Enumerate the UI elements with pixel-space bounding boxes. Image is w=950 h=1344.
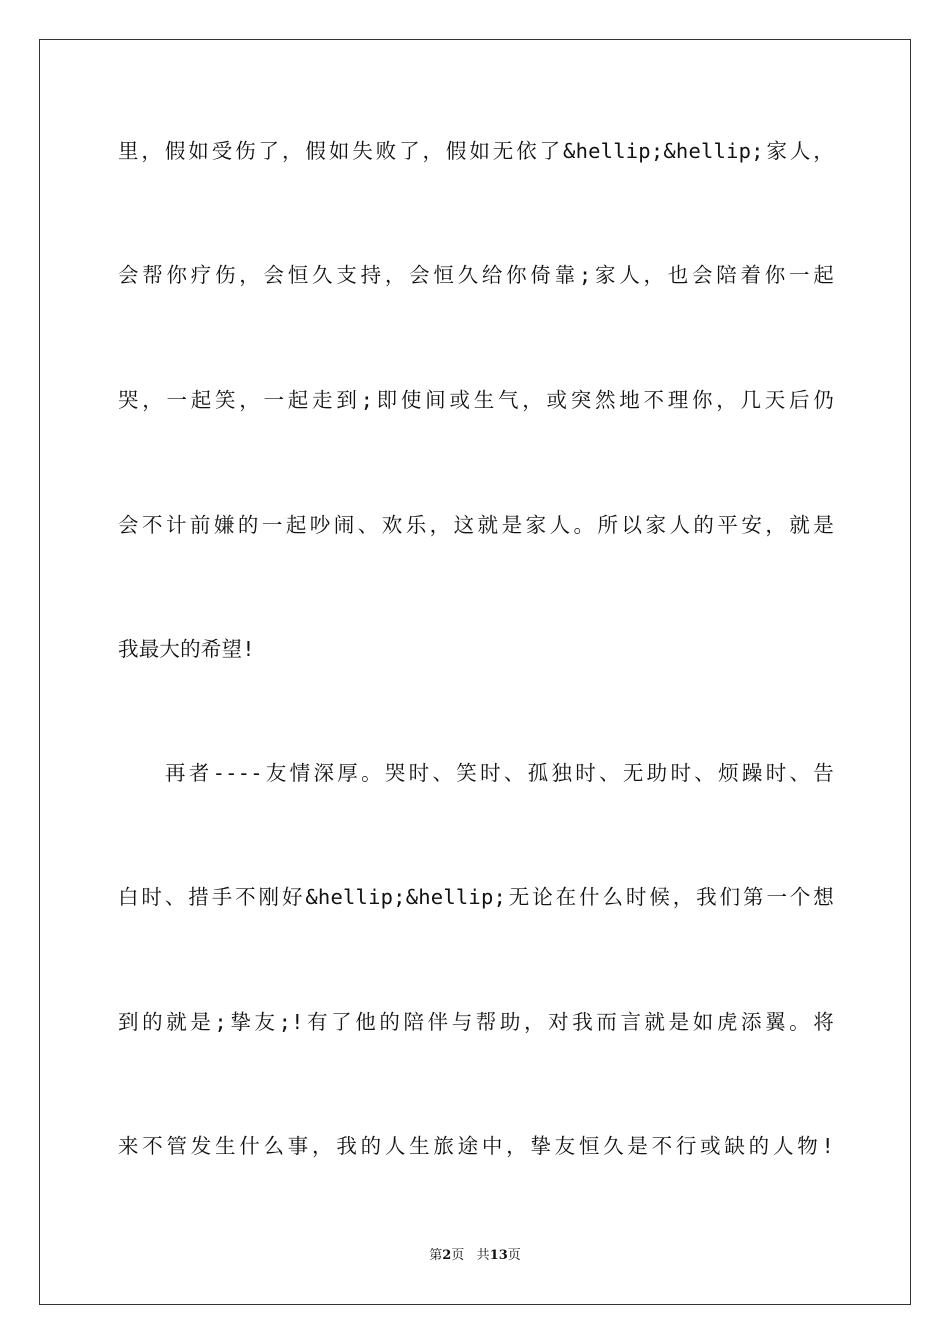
current-page-number: 2 (442, 1248, 452, 1263)
paragraph-line-6: 再者----友情深厚。哭时、笑时、孤独时、无助时、烦躁时、告 (165, 761, 834, 785)
paragraph-line-3: 哭，一起笑，一起走到;即使间或生气，或突然地不理你，几天后仍 (118, 388, 834, 412)
footer-total-prefix: 共 (476, 1248, 490, 1263)
footer-page-suffix: 页 (451, 1248, 465, 1263)
paragraph-line-1: 里，假如受伤了，假如失败了，假如无依了&hellip;&hellip;家人， (118, 139, 834, 163)
footer-prefix: 第 (429, 1248, 443, 1263)
paragraph-line-7: 白时、措手不刚好&hellip;&hellip;无论在什么时候，我们第一个想 (118, 885, 834, 909)
paragraph-line-9: 来不管发生什么事，我的人生旅途中，挚友恒久是不行或缺的人物! (118, 1134, 834, 1158)
footer-total-suffix: 页 (507, 1248, 521, 1263)
total-page-number: 13 (489, 1248, 508, 1263)
paragraph-line-4: 会不计前嫌的一起吵闹、欢乐，这就是家人。所以家人的平安，就是 (118, 513, 834, 537)
paragraph-line-2: 会帮你疗伤，会恒久支持，会恒久给你倚靠;家人，也会陪着你一起 (118, 263, 834, 287)
page-footer (0, 1247, 950, 1265)
paragraph-line-8: 到的就是;挚友;!有了他的陪伴与帮助，对我而言就是如虎添翼。将 (118, 1010, 834, 1034)
paragraph-line-5: 我最大的希望! (118, 637, 255, 661)
page-border (39, 39, 911, 1305)
